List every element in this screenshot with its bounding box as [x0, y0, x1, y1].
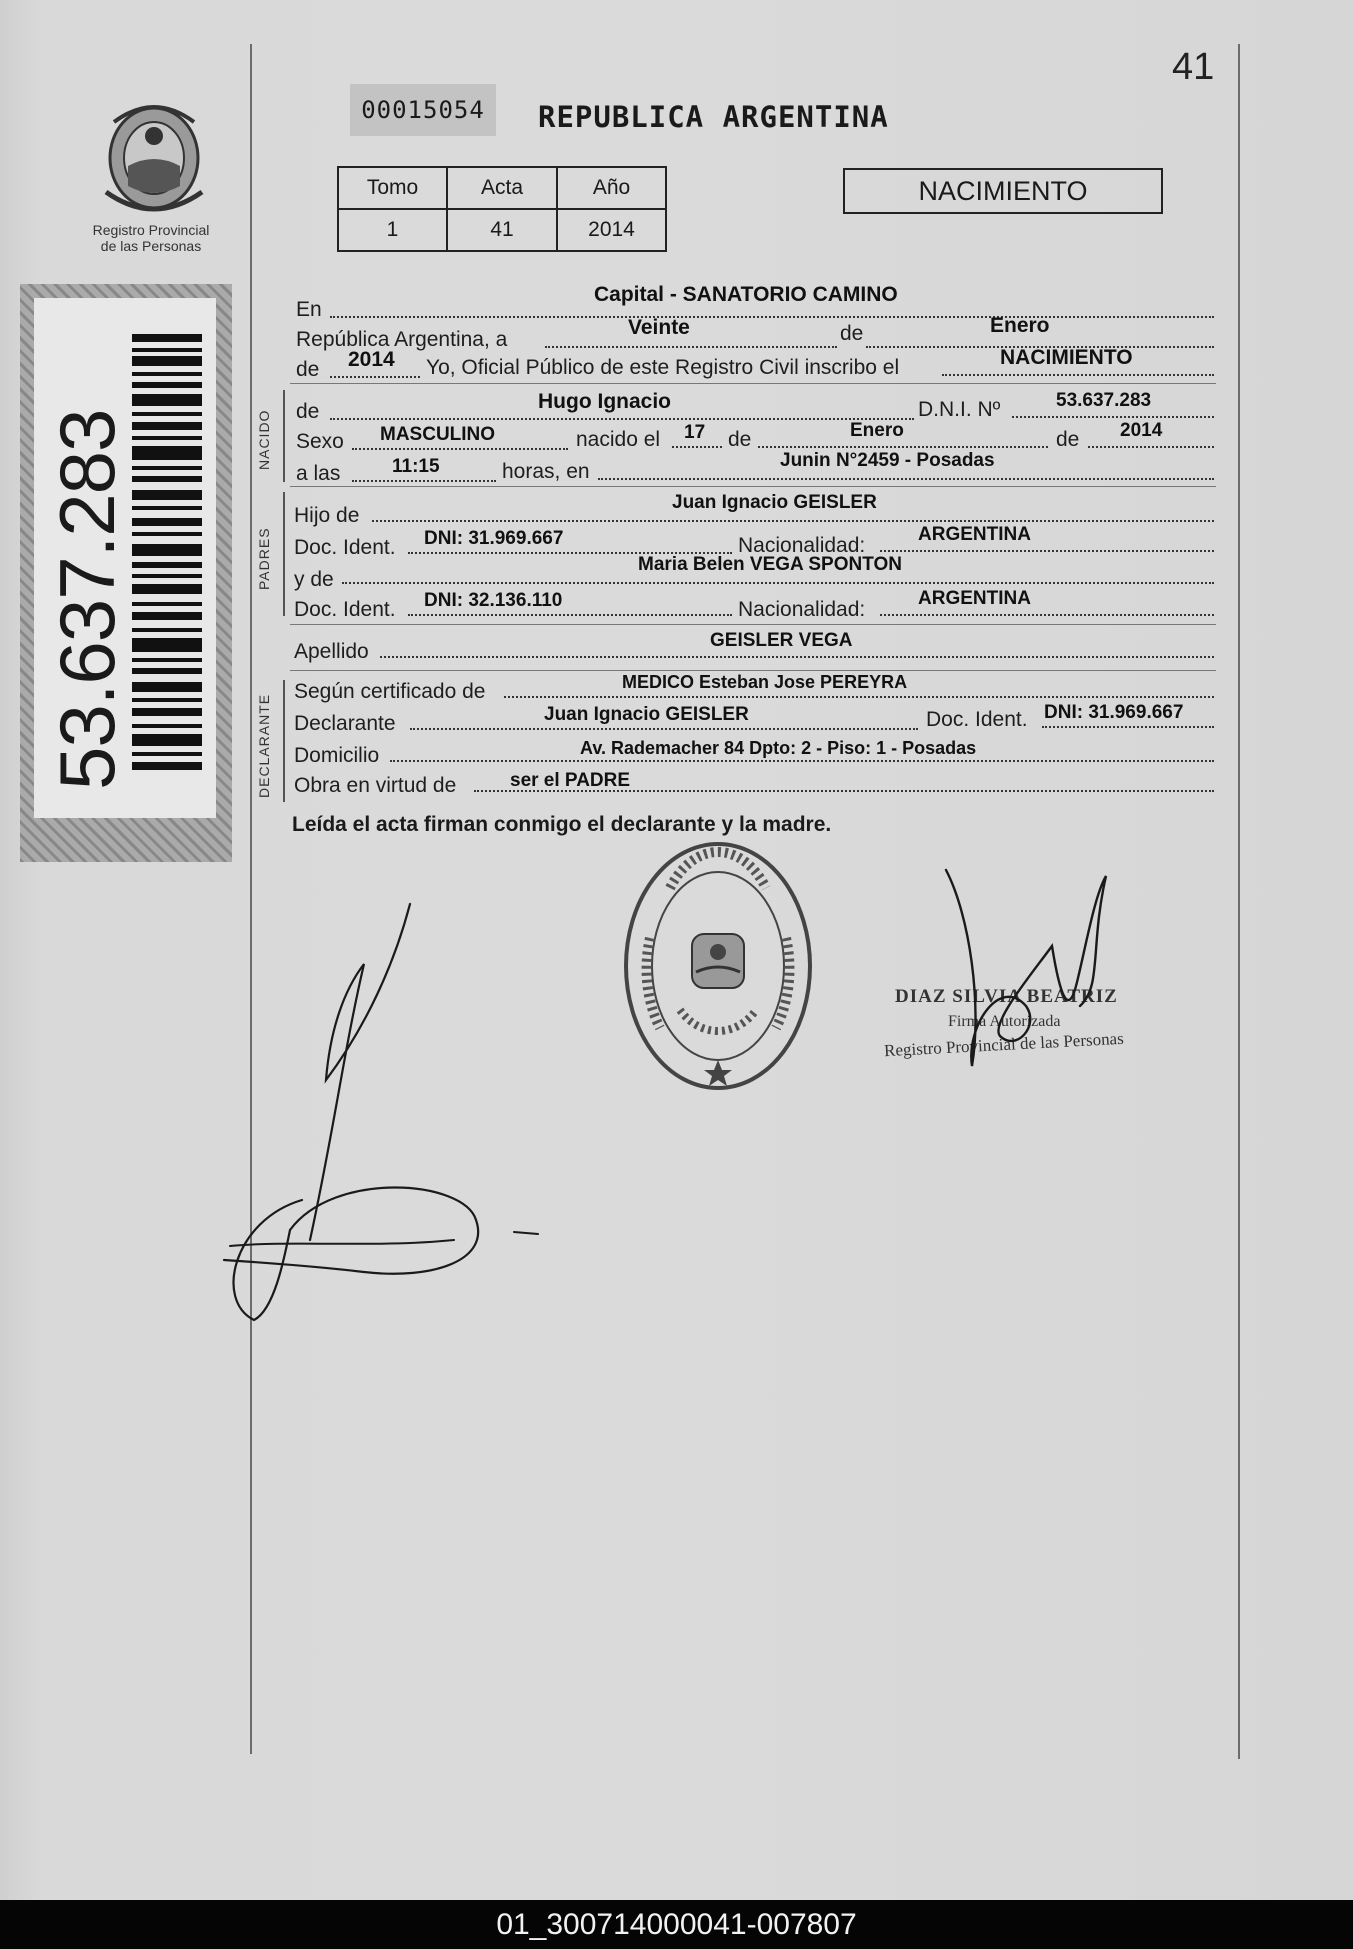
value-child-dni: 53.637.283	[1056, 390, 1152, 411]
value-father-nationality: ARGENTINA	[918, 524, 1031, 545]
value-certificate: MEDICO Esteban Jose PEREYRA	[622, 672, 908, 692]
logo-caption-line1: Registro Provincial	[92, 222, 210, 238]
closing-statement: Leída el acta firman conmigo el declarante y la madre.	[292, 813, 832, 836]
dots-place	[330, 316, 1214, 318]
dots-mother-doc	[408, 614, 732, 616]
value-capacity: ser el PADRE	[510, 770, 631, 791]
label-yo-oficial: Yo, Oficial Público de este Registro Civil inscribo el	[426, 356, 900, 379]
label-de-1: de	[840, 322, 864, 345]
header-anio: Año	[557, 167, 666, 209]
label-a-las: a las	[296, 462, 341, 485]
value-birth-month: Enero	[850, 420, 904, 441]
label-horas-en: horas, en	[502, 460, 590, 483]
value-address: Av. Rademacher 84 Dpto: 2 - Piso: 1 - Posadas	[580, 738, 977, 758]
label-obra-en-virtud: Obra en virtud de	[294, 774, 457, 797]
dots-child-dni	[1012, 416, 1214, 418]
rule-after-nacido	[290, 486, 1216, 487]
value-month: Enero	[990, 314, 1050, 337]
registry-stamp	[620, 838, 816, 1094]
rule-after-apellido	[290, 670, 1216, 671]
label-doc-ident-mother: Doc. Ident.	[294, 598, 396, 621]
declarant-signature	[214, 900, 544, 1340]
logo-caption	[74, 222, 228, 254]
footer-code: 01_300714000041-007807	[0, 1900, 1353, 1949]
barcode-number: 53.637.283	[43, 409, 131, 790]
dots-certificate	[504, 696, 1214, 698]
dots-birth-day	[672, 446, 722, 448]
value-father-name: Juan Ignacio GEISLER	[672, 492, 877, 513]
dots-declarant	[410, 728, 918, 730]
value-mother-name: Maria Belen VEGA SPONTON	[638, 554, 902, 575]
dots-mother-name	[342, 582, 1214, 584]
value-birth-day: 17	[684, 422, 706, 443]
value-anio: 2014	[557, 209, 666, 251]
label-de-3: de	[296, 400, 320, 423]
dots-father-nationality	[880, 550, 1214, 552]
header-tomo: Tomo	[338, 167, 447, 209]
label-de-2: de	[296, 358, 320, 381]
label-apellido: Apellido	[294, 640, 369, 663]
dots-father-name	[372, 520, 1214, 522]
value-birth-place: Junin N°2459 - Posadas	[780, 450, 995, 471]
dots-child-name	[330, 418, 914, 420]
rule-after-header	[290, 383, 1216, 384]
value-declarant-doc: DNI: 31.969.667	[1044, 702, 1184, 723]
value-place: Capital - SANATORIO CAMINO	[594, 283, 898, 306]
value-tomo: 1	[338, 209, 447, 251]
record-table-header-row	[338, 167, 666, 209]
serial-number-stamp: 00015054	[350, 84, 496, 136]
label-de-5: de	[1056, 428, 1080, 451]
dots-declarant-doc	[1042, 726, 1214, 728]
left-margin-rule	[250, 44, 252, 1754]
label-nacionalidad-mother: Nacionalidad:	[738, 598, 866, 621]
header-acta: Acta	[447, 167, 557, 209]
officer-organization: Registro Provincial de las Personas	[883, 1028, 1125, 1061]
label-hijo-de: Hijo de	[294, 504, 360, 527]
declarante-section-rule	[283, 680, 285, 802]
record-type-box: NACIMIENTO	[843, 168, 1163, 214]
dots-act-type	[942, 374, 1214, 376]
side-label-nacido: NACIDO	[256, 409, 272, 470]
officer-signature	[930, 856, 1120, 1076]
record-table	[337, 166, 667, 252]
right-margin-rule	[1238, 44, 1240, 1759]
value-act-type: NACIMIENTO	[1000, 346, 1133, 369]
label-declarant-doc: Doc. Ident.	[926, 708, 1028, 731]
value-acta: 41	[447, 209, 557, 251]
value-child-name: Hugo Ignacio	[538, 390, 671, 413]
officer-name: DIAZ SILVIA BEATRIZ	[895, 986, 1118, 1007]
value-birth-time: 11:15	[392, 456, 440, 477]
dots-birth-month	[758, 446, 1048, 448]
nacido-section-rule	[283, 390, 285, 482]
dots-year	[330, 376, 420, 378]
label-declarante: Declarante	[294, 712, 396, 735]
record-table-value-row	[338, 209, 666, 251]
officer-role: Firma Autorizada	[948, 1013, 1061, 1030]
value-year: 2014	[348, 348, 395, 371]
dots-surname	[380, 656, 1214, 658]
label-en: En	[296, 298, 322, 321]
label-nacido-el: nacido el	[576, 428, 661, 451]
side-label-padres: PADRES	[256, 527, 272, 590]
barcode-panel-inner	[34, 298, 216, 818]
dots-day	[545, 346, 837, 348]
label-sexo: Sexo	[296, 430, 344, 453]
label-domicilio: Domicilio	[294, 744, 380, 767]
value-surname: GEISLER VEGA	[710, 630, 853, 651]
value-declarant: Juan Ignacio GEISLER	[544, 704, 749, 725]
value-birth-year: 2014	[1120, 420, 1163, 441]
padres-section-rule	[283, 492, 285, 616]
dots-mother-nationality	[880, 614, 1214, 616]
label-nacionalidad-father: Nacionalidad:	[738, 534, 866, 557]
dots-sex	[352, 448, 568, 450]
label-y-de: y de	[294, 568, 334, 591]
label-segun-certificado: Según certificado de	[294, 680, 486, 703]
label-de-4: de	[728, 428, 752, 451]
page-number: 41	[1172, 46, 1215, 88]
value-day-words: Veinte	[628, 316, 690, 339]
dots-birth-place	[598, 478, 1214, 480]
label-dni: D.N.I. Nº	[918, 398, 1001, 421]
logo-caption-line2: de las Personas	[100, 238, 202, 254]
value-sex: MASCULINO	[380, 424, 496, 445]
label-republica: República Argentina, a	[296, 328, 508, 351]
value-mother-nationality: ARGENTINA	[918, 588, 1031, 609]
barcode-panel	[20, 284, 232, 862]
dots-birth-year	[1088, 446, 1214, 448]
provincial-coat-of-arms-logo	[96, 96, 212, 216]
label-doc-ident-father: Doc. Ident.	[294, 536, 396, 559]
dots-birth-time	[352, 480, 496, 482]
value-mother-doc: DNI: 32.136.110	[424, 590, 563, 611]
dots-address	[390, 760, 1214, 762]
country-heading: REPUBLICA ARGENTINA	[538, 100, 889, 134]
value-father-doc: DNI: 31.969.667	[424, 528, 564, 549]
side-label-declarante: DECLARANTE	[256, 693, 272, 798]
barcode-image	[132, 334, 202, 774]
rule-after-padres	[290, 624, 1216, 625]
